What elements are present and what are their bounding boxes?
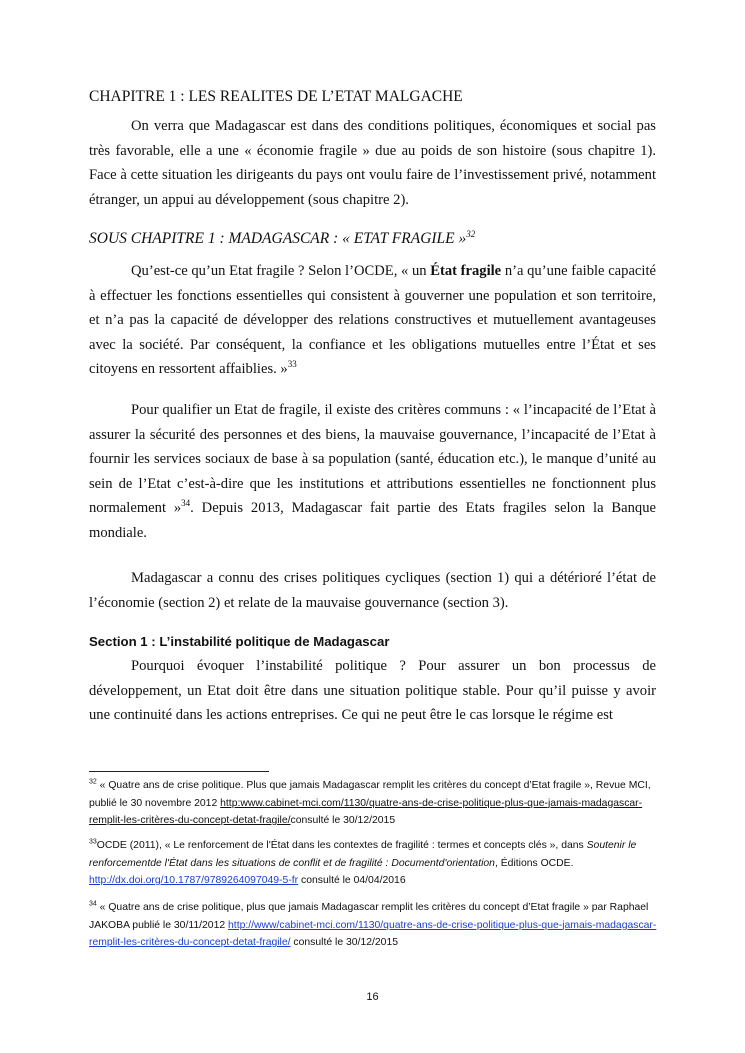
sous-chapitre-title xyxy=(89,230,656,248)
footnote-34-text: « Quatre ans de crise politique, plus que jamais Madagascar remplit les critères du concept d’Etat fragile » par Raphael JAKOBA publié le 30/11/2012 xyxy=(89,902,649,931)
footnote-33-link[interactable]: http://dx.doi.org/10.1787/9789264097049-5-fr xyxy=(89,875,299,887)
footnote-32-number: 32 xyxy=(89,778,97,786)
para1-before: Qu’est-ce qu’un Etat fragile ? Selon l’OCDE, « un xyxy=(131,263,431,279)
footnote-34-link[interactable]: http://www/cabinet-mci.com/1130/quatre-ans-de-crise-politique-plus-que-jamais-madagascar-remplit-les-critères-du-concept-detat-fragile/ xyxy=(89,919,657,949)
footnote-34-number: 34 xyxy=(89,900,97,908)
para1-after: n’a qu’une faible capacité à effectuer les fonctions essentielles qui consistent à gouverner une population et son territoire, et n’a pas la capacité de développer des relations constructives et mutuellement avantageuses avec la société. Par conséquent, la confiance et les obligations mutuelles entre l’État et ses citoyens en ressortent affaiblies. » xyxy=(89,263,656,377)
footnote-separator xyxy=(89,771,269,772)
paragraph-instabilite xyxy=(89,654,656,728)
footnote-33 xyxy=(89,837,659,890)
footnote-ref-32[interactable]: 32 xyxy=(466,228,476,239)
footnote-33-text1: OCDE (2011), « Le renforcement de l'État dans les contextes de fragilité : termes et concepts clés », dans xyxy=(96,840,587,851)
footnote-33-tail: consulté le 04/04/2016 xyxy=(298,875,406,887)
paragraph-etat-fragile xyxy=(89,259,656,382)
footnote-34-tail: consulté le 30/12/2015 xyxy=(290,937,398,949)
para3-text: Madagascar a connu des crises politiques cycliques (section 1) qui a détérioré l’état de l’économie (section 2) et relate de la mauvaise gouvernance (section 3). xyxy=(89,570,656,611)
footnote-33-italic: Soutenir le renforcementde l'État dans les situations de conflit et de fragilité : Documentd'orientation xyxy=(89,840,637,869)
footnote-32-text: « Quatre ans de crise politique. Plus que jamais Madagascar remplit les critères du concept d’Etat fragile », Revue MCI, publié le 30 novembre 2012 xyxy=(89,780,651,809)
para1-bold-term: État fragile xyxy=(430,263,502,279)
paragraph-criteres xyxy=(89,398,656,545)
intro-text: On verra que Madagascar est dans des conditions politiques, économiques et social pas très favorable, elle a une « économie fragile » due au poids de son histoire (sous chapitre 1). Face à cette situation les dirigeants du pays ont voulu faire de l’investissement privé, notamment étranger, un appui au développement (sous chapitre 2). xyxy=(89,118,656,208)
footnote-ref-34[interactable]: 34 xyxy=(181,498,191,509)
footnote-ref-33[interactable]: 33 xyxy=(287,359,297,370)
footnote-32-tail: consulté le 30/12/2015 xyxy=(290,815,396,827)
page-number: 16 xyxy=(366,991,379,1003)
para2-text1: Pour qualifier un Etat de fragile, il existe des critères communs : « l’incapacité de l’Etat à assurer la sécurité des personnes et des biens, la mauvaise gouvernance, l’incapacité de l’Etat à fournir les services sociaux de base à sa population (santé, éducation etc.), le manque d’unité au sein de l’Etat c’est-à-dire que les institutions et attributions essentielles ne fonctionnent plus normalement » xyxy=(89,402,656,516)
chapter-title: CHAPITRE 1 : LES REALITES DE L’ETAT MALGACHE xyxy=(89,88,463,105)
sous-chapitre-text: SOUS CHAPITRE 1 : MADAGASCAR : « ETAT FRAGILE » xyxy=(89,230,467,247)
footnote-33-text2: , Éditions OCDE. xyxy=(494,857,574,869)
para2-text2: . Depuis 2013, Madagascar fait partie des Etats fragiles selon la Banque mondiale. xyxy=(89,500,656,541)
paragraph-crises xyxy=(89,566,656,615)
footnote-32 xyxy=(89,777,659,830)
intro-paragraph xyxy=(89,114,656,212)
footnote-34 xyxy=(89,899,659,952)
footnote-32-link[interactable]: http:www.cabinet-mci.com/1130/quatre-ans-de-crise-politique-plus-que-jamais-madagascar-remplit-les-critères-du-concept-detat-fragile/ xyxy=(89,797,643,827)
section-title: Section 1 : L’instabilité politique de Madagascar xyxy=(89,634,390,649)
footnote-33-number: 33 xyxy=(89,838,97,846)
para4-text: Pourquoi évoquer l’instabilité politique ? Pour assurer un bon processus de développement, un Etat doit être dans une situation politique stable. Pour qu’il puisse y avoir une continuité dans les actions entreprises. Ce qui ne peut être le cas lorsque le régime est xyxy=(89,658,656,723)
